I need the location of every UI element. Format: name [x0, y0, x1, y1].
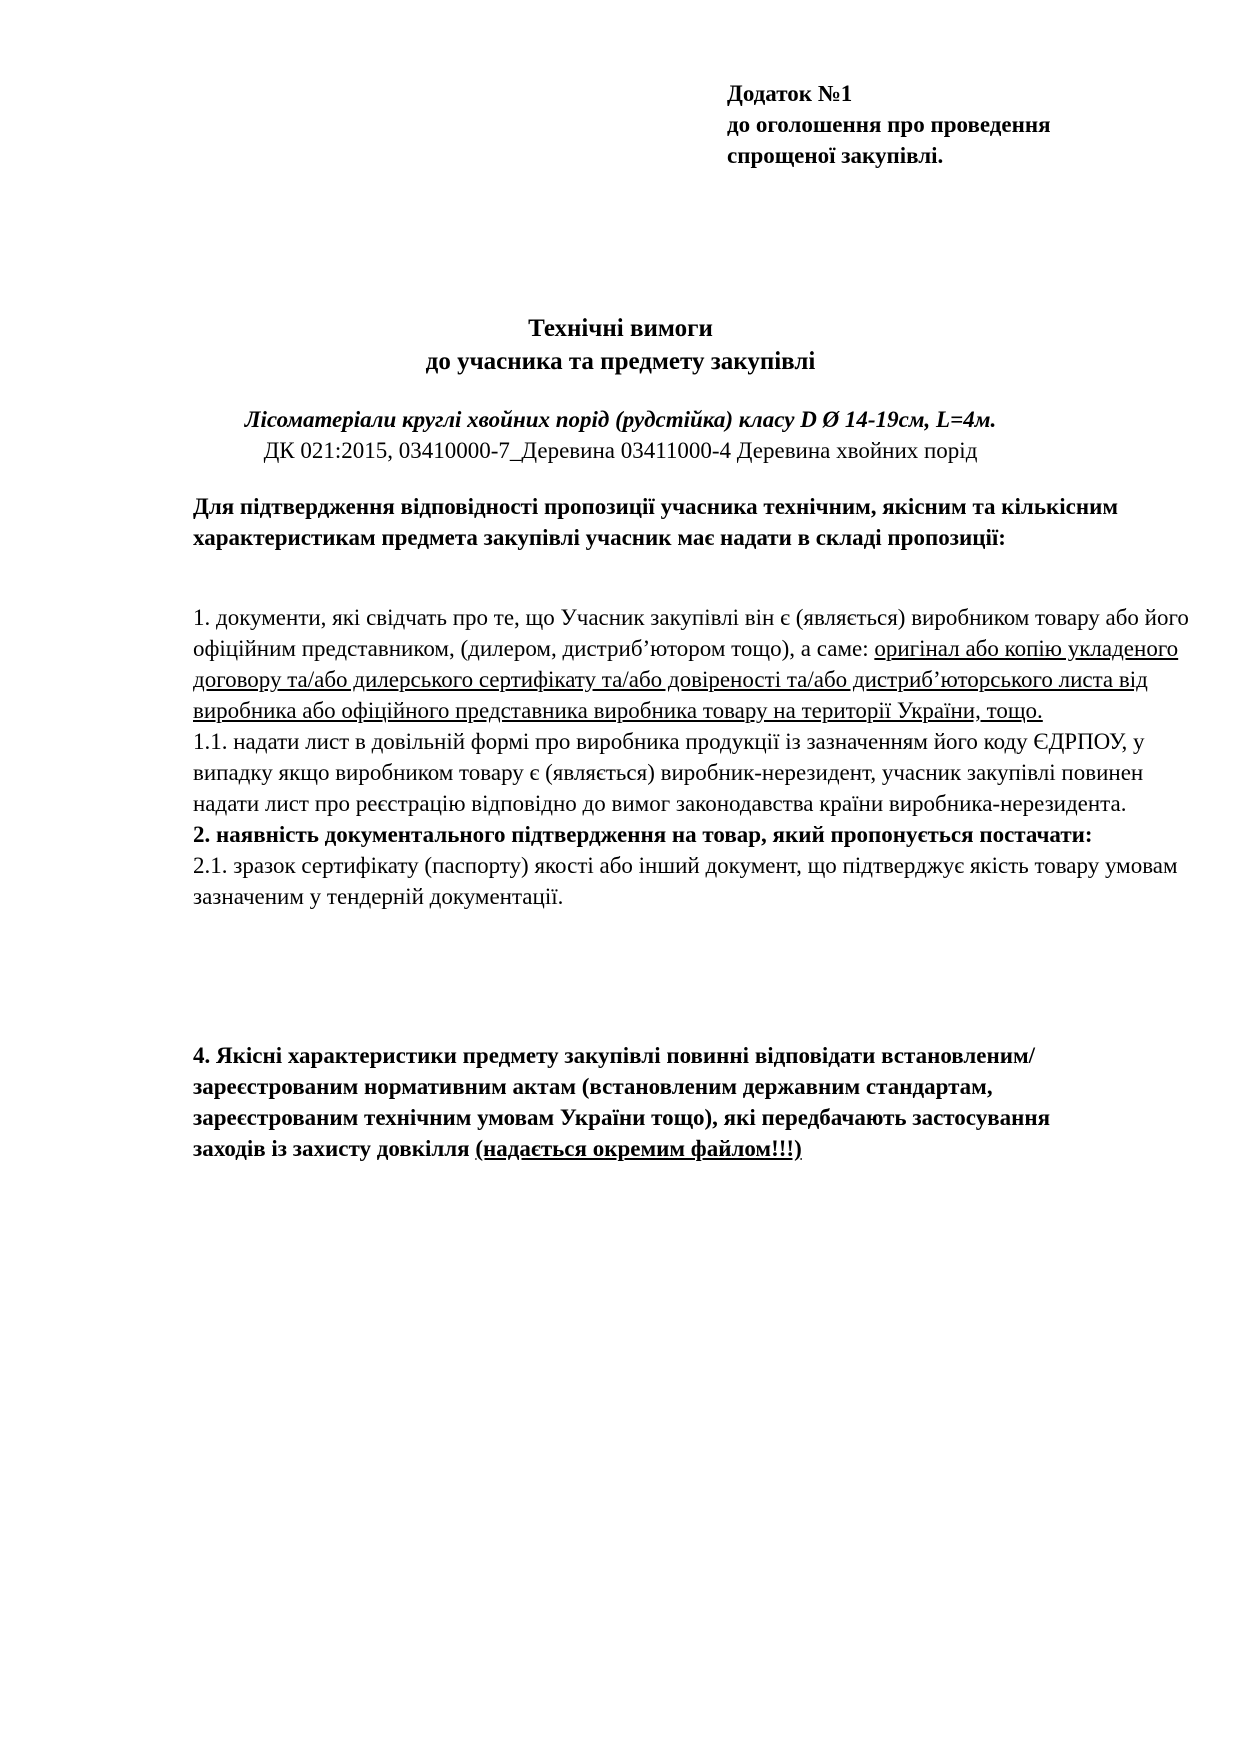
- requirements-list: [193, 602, 1193, 912]
- annex-header: [727, 78, 1187, 171]
- document-title: [0, 312, 1241, 378]
- title-line-2: до учасника та предмету закупівлі: [425, 348, 816, 375]
- quality-note: (надається окремим файлом!!!): [475, 1136, 802, 1161]
- requirement-1-1: 1.1. надати лист в довільній формі про виробника продукції із зазначенням його коду ЄДРПОУ, у випадку якщо виробником товару є (являється) виробник-нерезидент, учасник закупівлі повинен надати лист про реєстрацію відповідно до вимог законодавства країни виробника-нерезидента.: [193, 729, 1145, 816]
- requirement-2-1: 2.1. зразок сертифікату (паспорту) якості або інший документ, що підтверджує якість товару умовам зазначеним у тендерній документації.: [193, 853, 1178, 909]
- subject-code: ДК 021:2015, 03410000-7_Деревина 03411000-4 Деревина хвойних порід: [263, 438, 978, 463]
- intro-paragraph: Для підтвердження відповідності пропозиції учасника технічним, якісним та кількісним характеристикам предмета закупівлі учасник має надати в складі пропозиції:: [193, 494, 1119, 550]
- requirement-1: [193, 602, 1193, 726]
- requirement-1-text: 1. документи, які свідчать про те, що Учасник закупівлі він є (являється) виробником товару або його офіційним представником, (дилером, дистриб’ютором тощо), а саме:: [193, 605, 1189, 661]
- procurement-subject: [0, 404, 1241, 466]
- annex-line-2: до оголошення про проведення: [727, 112, 1051, 137]
- title-line-1: Технічні вимоги: [528, 315, 713, 342]
- requirement-2: 2. наявність документального підтвердження на товар, який пропонується постачати:: [193, 822, 1093, 847]
- requirement-1-underlined: оригінал або копію укладеного договору та/або дилерського сертифікату та/або довіреності та/або дистриб’юторського листа від виробника або офіційного представника виробника товару на території України, тощо.: [193, 636, 1179, 723]
- annex-line-3: спрощеної закупівлі.: [727, 143, 944, 168]
- quality-paragraph: [193, 1040, 1123, 1164]
- quality-text: 4. Якісні характеристики предмету закупівлі повинні відповідати встановленим/зареєстрованим нормативним актам (встановленим державним стандартам, зареєстрованим технічним умовам України тощо), які передбачають застосування заходів із захисту довкілля: [193, 1043, 1051, 1161]
- annex-number: Додаток №1: [727, 81, 853, 106]
- subject-name: Лісоматеріали круглі хвойних порід (рудстійка) класу D Ø 14-19см, L=4м.: [244, 407, 997, 432]
